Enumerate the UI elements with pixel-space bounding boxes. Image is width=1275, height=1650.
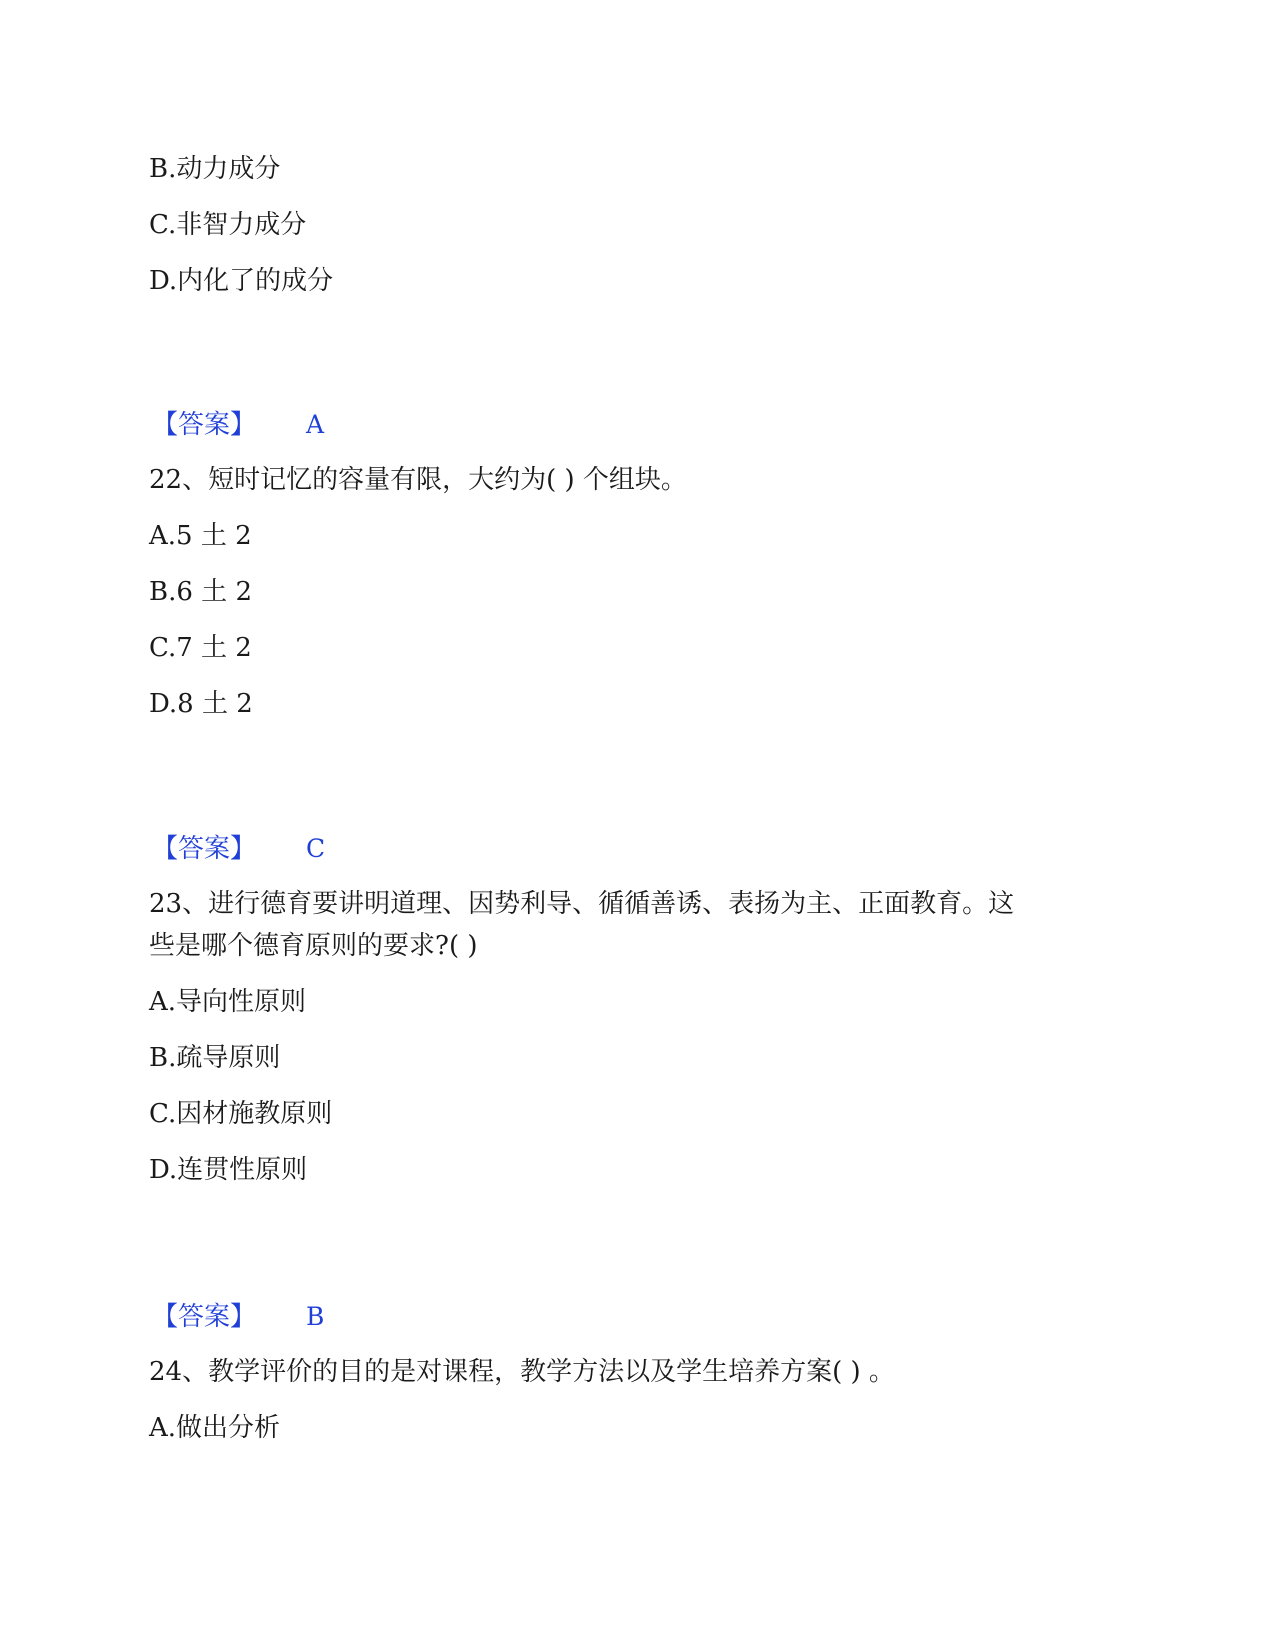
q23-option-a: A.导向性原则	[149, 987, 307, 1017]
q22-option-a: A.5 土 2	[149, 521, 252, 551]
answer-value: C	[306, 834, 326, 863]
q23-option-c: C.因材施教原则	[149, 1099, 333, 1129]
question-23-line2: 些是哪个德育原则的要求?( )	[149, 931, 478, 961]
question-24: 24、教学评价的目的是对课程，教学方法以及学生培养方案( ) 。	[149, 1357, 895, 1387]
option-b: B.动力成分	[149, 154, 281, 184]
q22-answer-line	[152, 832, 325, 866]
q22-option-d: D.8 土 2	[149, 689, 253, 719]
q22-option-c: C.7 土 2	[149, 633, 252, 663]
answer-value: B	[306, 1302, 325, 1331]
question-23-line1: 23、进行德育要讲明道理、因势利导、循循善诱、表扬为主、正面教育。这	[149, 889, 1015, 919]
answer-value: A	[306, 410, 325, 439]
q24-option-a: A.做出分析	[149, 1413, 281, 1443]
answer-label: 【答案】	[152, 834, 257, 864]
answer-line	[152, 408, 324, 442]
answer-label: 【答案】	[152, 1302, 257, 1332]
q23-option-b: B.疏导原则	[149, 1043, 281, 1073]
q23-answer-line	[152, 1300, 324, 1334]
q23-option-d: D.连贯性原则	[149, 1155, 308, 1185]
option-d: D.内化了的成分	[149, 266, 334, 296]
option-c: C.非智力成分	[149, 210, 307, 240]
q22-option-b: B.6 土 2	[149, 577, 252, 607]
question-22: 22、短时记忆的容量有限，大约为( ) 个组块。	[149, 465, 687, 495]
answer-label: 【答案】	[152, 410, 257, 440]
